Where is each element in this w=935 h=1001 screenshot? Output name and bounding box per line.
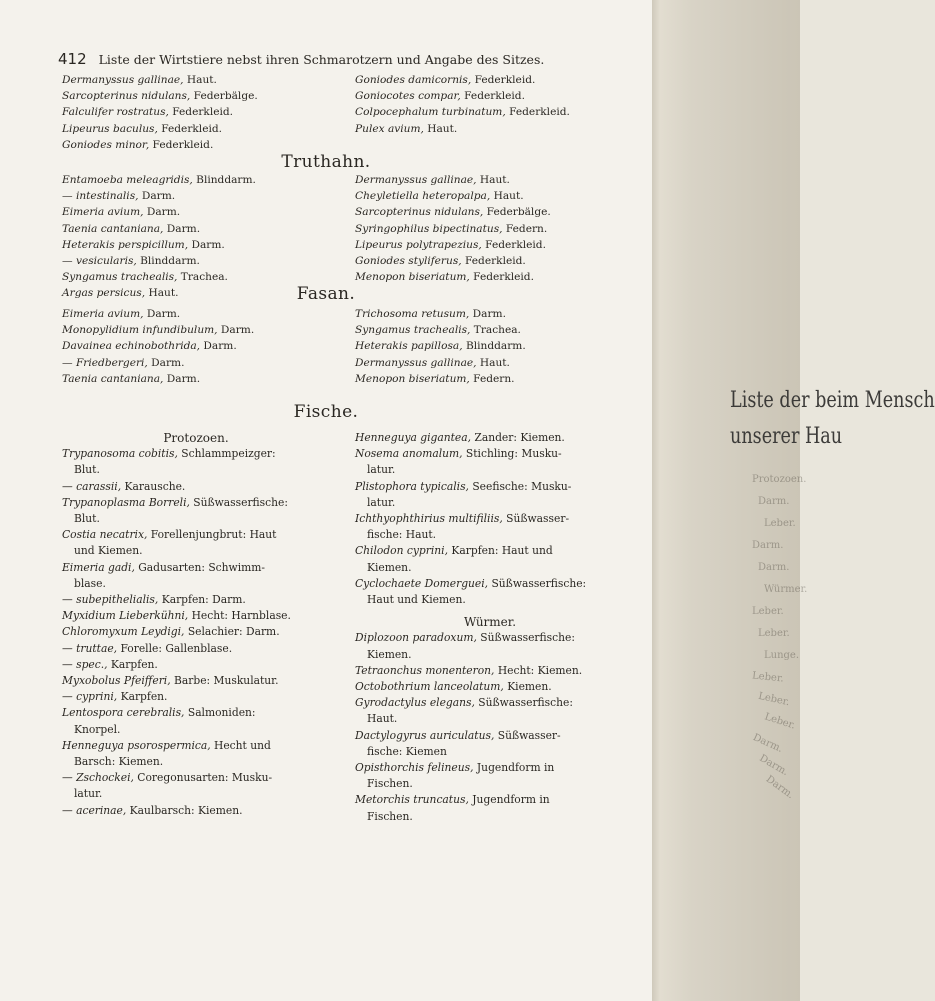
location: Federbälge. — [190, 90, 258, 103]
entry — [355, 760, 625, 776]
entry — [62, 641, 330, 657]
species-name: Trypanoplasma Borreli, — [62, 495, 190, 509]
species-name: Monopylidium infundibulum, — [62, 324, 218, 337]
species-name: Argas persicus, — [62, 287, 146, 300]
species-name: Chloromyxum Leydigi, — [62, 625, 185, 639]
entry — [62, 204, 342, 220]
entry — [62, 624, 330, 640]
bleed-line: Leber. — [752, 606, 784, 617]
species-name: — cyprini, — [62, 690, 118, 704]
entry — [355, 792, 625, 808]
entry — [355, 446, 625, 462]
entry — [355, 104, 645, 120]
entry — [62, 269, 342, 285]
location: Hecht: Harnblase. — [188, 609, 291, 623]
location: Süßwasser- — [502, 512, 570, 526]
entry — [62, 479, 330, 495]
location: Darm. — [200, 340, 237, 353]
entry — [355, 371, 645, 387]
location: Karpfen. — [107, 657, 158, 671]
species-name: Goniodes styliferus, — [355, 255, 462, 268]
entry — [355, 172, 645, 188]
entry-continuation: Haut und Kiemen. — [367, 593, 466, 607]
entry-continuation: latur. — [367, 463, 396, 477]
block1-left-list — [62, 72, 342, 153]
entry — [62, 221, 342, 237]
location: Darm. — [469, 308, 506, 320]
location: Haut. — [490, 190, 524, 203]
location: Federkleid. — [471, 74, 536, 86]
species-name: Trichosoma retusum, — [355, 308, 470, 320]
entry — [62, 608, 330, 624]
bleed-line: Leber. — [751, 670, 785, 685]
location: Federbälge. — [483, 206, 551, 219]
entry — [62, 738, 330, 754]
entry — [355, 511, 625, 527]
bleed-line: Protozoen. — [752, 474, 807, 485]
entry — [62, 188, 342, 204]
entry-continuation: und Kiemen. — [74, 544, 143, 558]
entry — [62, 355, 342, 371]
entry-continuation: Kiemen. — [367, 647, 412, 661]
location: Schlammpeizger: — [177, 447, 276, 461]
entry — [355, 269, 645, 285]
location: Darm. — [147, 356, 185, 369]
location: Karpfen: Darm. — [158, 593, 246, 607]
location: Blinddarm. — [462, 340, 526, 353]
species-name: Lentospora cerebralis, — [62, 706, 185, 720]
section-title-truthahn: Truthahn. — [281, 152, 371, 172]
species-name: Chilodon cyprini, — [355, 544, 448, 558]
location: Trachea. — [470, 324, 521, 337]
location: Darm. — [138, 190, 176, 203]
location: Süßwasserfische: — [488, 576, 587, 590]
location: Darm. — [163, 222, 201, 235]
bleed-line: Darm. — [757, 752, 791, 779]
fische-left-column — [62, 430, 330, 819]
species-name: — Zschockei, — [62, 771, 134, 785]
species-name: Syringophilus bipectinatus, — [355, 222, 503, 235]
location: Salmoniden: — [184, 706, 256, 720]
species-name: Goniodes damicornis, — [355, 74, 472, 86]
entry — [62, 673, 330, 689]
bleed-heading-2: unserer Hau — [730, 424, 843, 449]
entry-continuation: fische: Haut. — [367, 528, 437, 542]
location: Darm. — [143, 308, 181, 320]
species-name: Eimeria avium, — [62, 206, 144, 219]
species-name: Lipeurus baculus, — [62, 122, 158, 135]
page-number: 412 — [58, 50, 87, 68]
entry — [355, 253, 645, 269]
entry — [355, 355, 645, 371]
species-name: — acerinae, — [62, 803, 127, 817]
species-name: Sarcopterinus nidulans, — [355, 206, 484, 219]
location: Federkleid. — [481, 238, 546, 251]
species-name: Dermanyssus gallinae, — [355, 356, 477, 369]
entry-continuation: Fischen. — [367, 777, 413, 791]
species-name: Plistophora typicalis, — [355, 479, 469, 493]
location: Forellenjungbrut: Haut — [147, 528, 277, 542]
species-name: — truttae, — [62, 641, 118, 655]
fasan-left-list — [62, 306, 342, 387]
entry — [355, 543, 625, 559]
entry — [62, 803, 330, 819]
entry — [62, 592, 330, 608]
bleed-line: Leber. — [758, 628, 790, 639]
entry — [62, 560, 330, 576]
species-name: Trypanosoma cobitis, — [62, 447, 178, 461]
entry-continuation: Fischen. — [367, 809, 413, 823]
species-name: Davainea echinobothrida, — [62, 340, 201, 353]
species-name: Dactylogyrus auriculatus, — [355, 728, 495, 742]
entry — [355, 663, 625, 679]
entry-continuation: Blut. — [74, 512, 100, 526]
location: Federn. — [502, 222, 548, 235]
entry — [62, 322, 342, 338]
species-name: Henneguya gigantea, — [355, 431, 472, 444]
entry — [62, 121, 342, 137]
entry — [62, 446, 330, 462]
page-header — [58, 50, 648, 68]
species-name: Falculifer rostratus, — [62, 106, 169, 119]
bleed-line: Lunge. — [764, 650, 800, 661]
bleed-line: Darm. — [752, 540, 784, 551]
location: Federkleid. — [149, 138, 214, 151]
location: Süßwasser- — [494, 728, 561, 742]
location: Gadusarten: Schwimm- — [134, 560, 265, 574]
location: Süßwasserfische: — [476, 631, 575, 645]
entry-continuation: fische: Kiemen — [367, 744, 447, 758]
location: Haut. — [145, 287, 179, 300]
species-name: Entamoeba meleagridis, — [62, 174, 193, 186]
entry — [355, 221, 645, 237]
species-name: Syngamus trachealis, — [355, 324, 471, 337]
location: Coregonusarten: Musku- — [133, 771, 273, 785]
bleed-line: Darm. — [763, 773, 796, 802]
location: Darm. — [143, 206, 181, 219]
location: Federkleid. — [460, 90, 525, 103]
species-name: Goniodes minor, — [62, 138, 150, 151]
location: Haut. — [183, 74, 217, 86]
species-name: Dermanyssus gallinae, — [355, 174, 477, 186]
fische-protozoen-list — [62, 446, 330, 819]
entry — [355, 121, 645, 137]
entry — [355, 338, 645, 354]
fische-right-column — [355, 430, 625, 825]
entry — [62, 371, 342, 387]
location: Kiemen. — [503, 680, 552, 694]
entry — [62, 495, 330, 511]
entry — [355, 188, 645, 204]
block1-right-list — [355, 72, 645, 137]
section-title-fische: Fische. — [293, 402, 359, 422]
entry — [62, 689, 330, 705]
truthahn-left-list — [62, 172, 342, 302]
entry-continuation: latur. — [74, 787, 103, 801]
entry-continuation: blase. — [74, 576, 106, 590]
species-name: — intestinalis, — [62, 190, 139, 203]
location: Federkleid. — [469, 271, 534, 284]
location: Süßwasserfische: — [474, 696, 573, 710]
entry — [355, 322, 645, 338]
location: Blinddarm. — [136, 255, 200, 268]
location: Zander: Kiemen. — [471, 431, 565, 444]
species-name: Sarcopterinus nidulans, — [62, 90, 191, 103]
entry — [355, 576, 625, 592]
subsection-title-wuermer: Würmer. — [463, 615, 517, 630]
species-name: Menopon biseriatum, — [355, 372, 470, 385]
entry — [62, 137, 342, 153]
entry — [62, 72, 342, 88]
entry — [355, 88, 645, 104]
bleed-heading-1: Liste der beim Mensch — [730, 388, 935, 413]
location: Trachea. — [177, 271, 228, 284]
species-name: Nosema anomalum, — [355, 447, 463, 461]
bleed-line: Darm. — [751, 732, 785, 755]
entry — [355, 237, 645, 253]
entry-continuation: Knorpel. — [74, 722, 121, 736]
bleed-line: Leber. — [764, 518, 796, 529]
species-name: Costia necatrix, — [62, 528, 148, 542]
entry — [62, 172, 342, 188]
species-name: Eimeria avium, — [62, 308, 144, 320]
location: Federkleid. — [505, 106, 570, 119]
entry — [62, 338, 342, 354]
bleed-line: Darm. — [758, 496, 790, 507]
bleed-line: Leber. — [757, 690, 791, 709]
location: Hecht und — [210, 738, 271, 752]
species-name: Heterakis papillosa, — [355, 340, 463, 353]
species-name: Cyclochaete Domerguei, — [355, 576, 489, 590]
truthahn-right-list — [355, 172, 645, 285]
bleed-line: Leber. — [763, 711, 797, 732]
species-name: — vesicularis, — [62, 255, 137, 268]
species-name: Taenia cantaniana, — [62, 222, 164, 235]
species-name: Pulex avium, — [355, 122, 424, 135]
subsection-title-protozoen: Protozoen. — [163, 431, 229, 445]
species-name: Taenia cantaniana, — [62, 372, 164, 385]
location: Karausche. — [121, 479, 186, 493]
location: Federkleid. — [168, 106, 234, 119]
location: Süßwasserfische: — [189, 495, 288, 509]
species-name: Colpocephalum turbinatum, — [355, 106, 506, 119]
location: Darm. — [163, 372, 201, 385]
entry — [62, 253, 342, 269]
species-name: Gyrodactylus elegans, — [355, 696, 475, 710]
entry — [62, 657, 330, 673]
entry — [355, 630, 625, 646]
entry-continuation: latur. — [367, 495, 396, 509]
entry — [62, 705, 330, 721]
location: Jugendform in — [468, 793, 550, 807]
species-name: Diplozoon paradoxum, — [355, 631, 477, 645]
location: Seefische: Musku- — [468, 479, 572, 493]
species-name: Myxidium Lieberkühni, — [62, 609, 189, 623]
species-name: Opisthorchis felineus, — [355, 761, 474, 775]
entry — [62, 88, 342, 104]
entry — [62, 527, 330, 543]
species-name: Menopon biseriatum, — [355, 271, 470, 284]
species-name: Heterakis perspicillum, — [62, 238, 189, 251]
next-page-bleed-through — [652, 0, 935, 1001]
species-name: Myxobolus Pfeifferi, — [62, 674, 171, 688]
species-name: Ichthyophthirius multifiliis, — [355, 512, 503, 526]
location: Federn. — [469, 372, 515, 385]
running-title: Liste der Wirtstiere nebst ihren Schmarotzern und Angabe des Sitzes. — [98, 52, 545, 67]
entry — [62, 770, 330, 786]
species-name: Octobothrium lanceolatum, — [355, 680, 504, 694]
entry — [355, 679, 625, 695]
fische-wuermer-list — [355, 630, 625, 824]
entry — [355, 695, 625, 711]
species-name: — spec., — [62, 657, 108, 671]
location: Darm. — [217, 324, 255, 337]
entry — [355, 728, 625, 744]
species-name: Eimeria gadi, — [62, 560, 135, 574]
species-name: — Friedbergeri, — [62, 356, 148, 369]
location: Kaulbarsch: Kiemen. — [126, 803, 243, 817]
fasan-right-list — [355, 306, 645, 387]
location: Stichling: Musku- — [462, 447, 562, 461]
location: Hecht: Kiemen. — [494, 663, 583, 677]
location: Forelle: Gallenblase. — [117, 641, 233, 655]
entry-continuation: Blut. — [74, 463, 100, 477]
entry-continuation: Haut. — [367, 712, 398, 726]
entry — [62, 104, 342, 120]
species-name: Metorchis truncatus, — [355, 793, 469, 807]
location: Selachier: Darm. — [184, 625, 280, 639]
species-name: — carassii, — [62, 479, 122, 493]
entry — [355, 72, 645, 88]
location: Federkleid. — [461, 255, 526, 268]
entry — [62, 237, 342, 253]
species-name: Dermanyssus gallinae, — [62, 74, 184, 86]
location: Blinddarm. — [192, 174, 256, 186]
entry — [355, 479, 625, 495]
entry — [355, 430, 625, 446]
species-name: Henneguya psorospermica, — [62, 738, 211, 752]
species-name: Cheyletiella heteropalpa, — [355, 190, 491, 203]
entry — [355, 306, 645, 322]
location: Haut. — [476, 356, 510, 369]
bleed-line: Würmer. — [764, 584, 808, 595]
location: Haut. — [423, 122, 458, 135]
bleed-line: Darm. — [758, 562, 790, 573]
entry — [62, 306, 342, 322]
location: Darm. — [188, 238, 225, 251]
species-name: — subepithelialis, — [62, 593, 159, 607]
location: Karpfen: Haut und — [447, 544, 553, 558]
location: Karpfen. — [117, 690, 168, 704]
entry-continuation: Barsch: Kiemen. — [74, 755, 164, 769]
location: Federkleid. — [157, 122, 222, 135]
entry — [355, 204, 645, 220]
species-name: Goniocotes compar, — [355, 90, 461, 103]
species-name: Syngamus trachealis, — [62, 271, 178, 284]
fische-protozoen-list-cont — [355, 430, 625, 608]
section-title-fasan: Fasan. — [296, 284, 356, 304]
location: Barbe: Muskulatur. — [170, 674, 279, 688]
species-name: Tetraonchus monenteron, — [355, 663, 495, 677]
location: Haut. — [476, 174, 510, 186]
location: Jugendform in — [473, 761, 555, 775]
species-name: Lipeurus polytrapezius, — [355, 238, 482, 251]
entry-continuation: Kiemen. — [367, 560, 412, 574]
